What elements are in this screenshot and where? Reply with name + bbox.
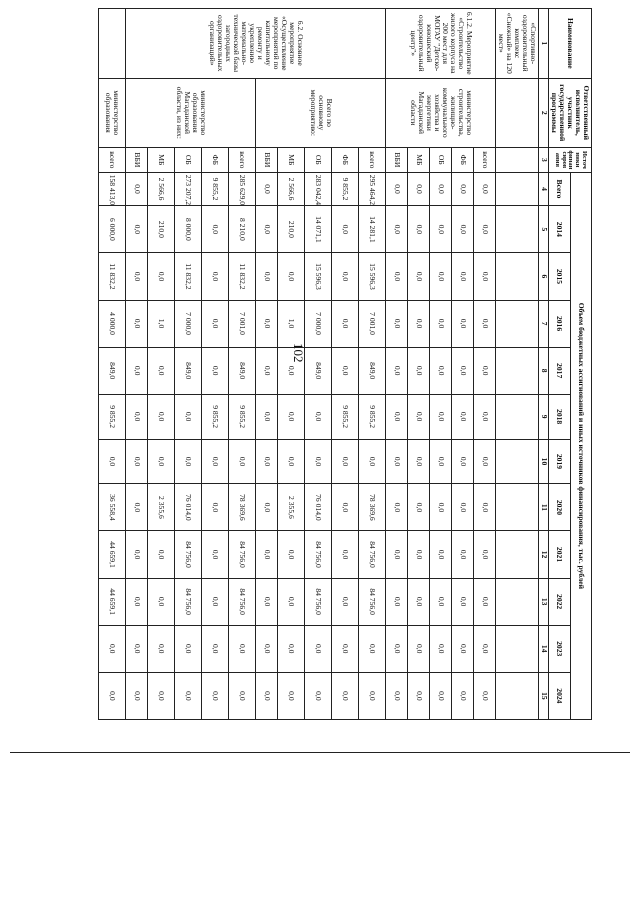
year-value-cell: 0,0 [148, 578, 175, 625]
year-value-cell: 0,0 [202, 672, 229, 719]
year-value-cell: 0,0 [430, 347, 452, 394]
total-cell: 0,0 [386, 172, 408, 206]
year-value-cell: 84 756,0 [175, 578, 202, 625]
total-cell: 295 464,2 [359, 172, 386, 206]
year-value-cell [496, 394, 539, 439]
total-cell: 0,0 [256, 172, 278, 206]
year-value-cell: 0,0 [408, 347, 430, 394]
column-number: 12 [539, 531, 549, 578]
year-value-cell: 9 855,2 [202, 394, 229, 439]
year-value-cell: 0,0 [148, 439, 175, 484]
year-value-cell: 0,0 [278, 253, 305, 300]
table-row [496, 9, 539, 720]
year-value-cell: 0,0 [126, 206, 148, 253]
year-value-cell: 0,0 [256, 625, 278, 672]
source-cell: ОБ [305, 148, 332, 173]
source-cell: ФБ [332, 148, 359, 173]
year-value-cell: 0,0 [332, 347, 359, 394]
year-value-cell: 0,0 [148, 347, 175, 394]
year-value-cell: 0,0 [175, 439, 202, 484]
financing-table-container [88, 8, 592, 720]
year-value-cell: 0,0 [202, 625, 229, 672]
year-value-cell: 9 855,2 [359, 394, 386, 439]
year-value-cell: 0,0 [359, 672, 386, 719]
year-value-cell: 0,0 [202, 531, 229, 578]
year-value-cell: 0,0 [305, 625, 332, 672]
year-value-cell: 76 014,0 [305, 484, 332, 531]
year-value-cell: 84 756,0 [175, 531, 202, 578]
year-value-cell: 0,0 [256, 253, 278, 300]
year-value-cell: 14 281,1 [359, 206, 386, 253]
year-value-cell: 0,0 [474, 347, 496, 394]
year-value-cell: 0,0 [126, 439, 148, 484]
header-year: 2023 [549, 625, 570, 672]
column-number: 13 [539, 578, 549, 625]
year-value-cell: 9 855,2 [229, 394, 256, 439]
year-value-cell: 36 558,4 [99, 484, 126, 531]
year-value-cell: 0,0 [229, 439, 256, 484]
year-value-cell: 0,0 [408, 394, 430, 439]
year-value-cell: 0,0 [386, 253, 408, 300]
year-value-cell: 0,0 [452, 253, 474, 300]
year-value-cell: 15 596,3 [305, 253, 332, 300]
column-number: 8 [539, 347, 549, 394]
year-value-cell: 0,0 [452, 578, 474, 625]
table-row [229, 9, 256, 720]
year-value-cell: 0,0 [452, 484, 474, 531]
source-cell: ОБ [175, 148, 202, 173]
year-value-cell: 0,0 [386, 625, 408, 672]
year-value-cell: 0,0 [256, 484, 278, 531]
year-value-cell: 7 000,0 [175, 300, 202, 347]
header-year: 2020 [549, 484, 570, 531]
total-cell: 0,0 [474, 172, 496, 206]
year-value-cell: 0,0 [474, 672, 496, 719]
year-value-cell: 0,0 [452, 300, 474, 347]
year-value-cell: 0,0 [452, 625, 474, 672]
year-value-cell: 0,0 [99, 672, 126, 719]
column-number-row [539, 9, 549, 720]
year-value-cell: 0,0 [386, 672, 408, 719]
table-row [359, 9, 386, 720]
executor-cell: Всего по основному мероприятию: [256, 78, 386, 148]
year-value-cell: 0,0 [452, 206, 474, 253]
year-value-cell: 0,0 [474, 625, 496, 672]
year-value-cell: 0,0 [332, 439, 359, 484]
total-cell: 158 413,0 [99, 172, 126, 206]
year-value-cell: 0,0 [202, 578, 229, 625]
year-value-cell: 0,0 [202, 439, 229, 484]
year-value-cell: 0,0 [148, 625, 175, 672]
column-number: 11 [539, 484, 549, 531]
year-value-cell: 0,0 [359, 625, 386, 672]
total-cell: 0,0 [408, 172, 430, 206]
year-value-cell: 9 855,2 [332, 394, 359, 439]
year-value-cell: 0,0 [332, 484, 359, 531]
year-value-cell: 7 000,0 [305, 300, 332, 347]
header-financing-group: Объем бюджетных ассигнований и иных источников финансирования, тыс. рублей [570, 172, 591, 719]
year-value-cell: 0,0 [474, 578, 496, 625]
year-value-cell: 0,0 [126, 672, 148, 719]
year-value-cell: 0,0 [126, 253, 148, 300]
year-value-cell: 0,0 [430, 578, 452, 625]
year-value-cell: 0,0 [148, 394, 175, 439]
item-name-cell [99, 9, 126, 79]
year-value-cell: 0,0 [430, 394, 452, 439]
source-cell: МБ [148, 148, 175, 173]
year-value-cell: 0,0 [229, 672, 256, 719]
year-value-cell: 0,0 [256, 578, 278, 625]
header-year: 2018 [549, 394, 570, 439]
year-value-cell: 0,0 [305, 672, 332, 719]
year-value-cell: 0,0 [408, 253, 430, 300]
year-value-cell: 1,0 [148, 300, 175, 347]
header-year: 2014 [549, 206, 570, 253]
year-value-cell [496, 439, 539, 484]
year-value-cell: 0,0 [452, 394, 474, 439]
total-cell: 273 207,2 [175, 172, 202, 206]
year-value-cell: 78 369,6 [359, 484, 386, 531]
year-value-cell: 11 832,2 [175, 253, 202, 300]
year-value-cell [496, 531, 539, 578]
year-value-cell: 0,0 [386, 347, 408, 394]
year-value-cell: 0,0 [386, 531, 408, 578]
table-body [99, 9, 539, 720]
year-value-cell: 0,0 [386, 439, 408, 484]
year-value-cell: 15 596,3 [359, 253, 386, 300]
source-cell: всего [359, 148, 386, 173]
source-cell: всего [99, 148, 126, 173]
year-value-cell: 0,0 [474, 206, 496, 253]
year-value-cell: 44 659,1 [99, 531, 126, 578]
year-value-cell: 0,0 [430, 531, 452, 578]
year-value-cell: 0,0 [452, 347, 474, 394]
year-value-cell: 0,0 [408, 206, 430, 253]
year-value-cell: 0,0 [305, 439, 332, 484]
total-cell: 0,0 [452, 172, 474, 206]
year-value-cell: 0,0 [386, 300, 408, 347]
year-value-cell: 0,0 [408, 578, 430, 625]
header-year: 2022 [549, 578, 570, 625]
year-value-cell [496, 253, 539, 300]
item-name-cell: 6.2. Основное мероприятие «Осуществление мероприятий по капитальному ремонту и укреплению материально-технической базы загородных оздоровительных организаций» [126, 9, 386, 79]
year-value-cell: 0,0 [126, 484, 148, 531]
source-cell: ОБ [430, 148, 452, 173]
year-value-cell: 0,0 [430, 253, 452, 300]
year-value-cell: 210,0 [148, 206, 175, 253]
year-value-cell: 0,0 [332, 206, 359, 253]
source-cell: ФБ [202, 148, 229, 173]
year-value-cell: 11 832,2 [229, 253, 256, 300]
year-value-cell: 0,0 [430, 206, 452, 253]
year-value-cell: 8 000,0 [175, 206, 202, 253]
column-number: 14 [539, 625, 549, 672]
column-number: 10 [539, 439, 549, 484]
source-cell [496, 148, 539, 173]
item-name-cell: «Спортивно-оздоровительный комплекс «Снежный» на 120 мест» [496, 9, 539, 79]
year-value-cell: 0,0 [126, 394, 148, 439]
year-value-cell: 0,0 [202, 347, 229, 394]
header-year: 2024 [549, 672, 570, 719]
year-value-cell: 0,0 [126, 531, 148, 578]
source-cell: ФБ [452, 148, 474, 173]
year-value-cell: 0,0 [386, 578, 408, 625]
year-value-cell: 0,0 [202, 206, 229, 253]
header-year: 2021 [549, 531, 570, 578]
page-divider-line [10, 752, 630, 753]
year-value-cell: 0,0 [452, 672, 474, 719]
year-value-cell: 0,0 [474, 394, 496, 439]
year-value-cell [496, 625, 539, 672]
source-cell: ВБИ [256, 148, 278, 173]
year-value-cell: 1,0 [278, 300, 305, 347]
year-value-cell: 849,0 [175, 347, 202, 394]
header-source: Источники финансирования [549, 148, 592, 173]
column-number: 6 [539, 253, 549, 300]
item-name-cell: 6.1.2. Мероприятие «Строительство жилого корпуса на 200 мест для МОГАУ "Детско-юношеский оздоровительный центр"» [386, 9, 496, 79]
year-value-cell: 0,0 [202, 484, 229, 531]
header-year: 2016 [549, 300, 570, 347]
year-value-cell: 7 001,0 [229, 300, 256, 347]
year-value-cell: 0,0 [256, 672, 278, 719]
year-value-cell: 0,0 [202, 300, 229, 347]
header-total: Всего [549, 172, 570, 206]
year-value-cell: 0,0 [256, 394, 278, 439]
year-value-cell [496, 484, 539, 531]
year-value-cell: 0,0 [256, 206, 278, 253]
column-number: 15 [539, 672, 549, 719]
year-value-cell: 0,0 [452, 531, 474, 578]
year-value-cell: 84 756,0 [229, 531, 256, 578]
year-value-cell: 0,0 [430, 300, 452, 347]
year-value-cell: 84 756,0 [359, 531, 386, 578]
year-value-cell: 0,0 [430, 439, 452, 484]
year-value-cell: 0,0 [430, 672, 452, 719]
year-value-cell: 2 355,6 [148, 484, 175, 531]
year-value-cell: 0,0 [332, 625, 359, 672]
year-value-cell: 849,0 [229, 347, 256, 394]
total-cell: 283 042,4 [305, 172, 332, 206]
header-year: 2017 [549, 347, 570, 394]
total-cell: 9 855,2 [202, 172, 229, 206]
year-value-cell: 6 000,0 [99, 206, 126, 253]
year-value-cell: 849,0 [305, 347, 332, 394]
source-cell: МБ [408, 148, 430, 173]
year-value-cell: 0,0 [359, 439, 386, 484]
year-value-cell: 849,0 [359, 347, 386, 394]
header-year: 2015 [549, 253, 570, 300]
table-row [474, 9, 496, 720]
year-value-cell: 0,0 [305, 394, 332, 439]
total-cell: 0,0 [126, 172, 148, 206]
year-value-cell: 0,0 [430, 625, 452, 672]
year-value-cell: 0,0 [126, 300, 148, 347]
year-value-cell: 0,0 [408, 625, 430, 672]
total-cell: 2 566,6 [148, 172, 175, 206]
year-value-cell: 0,0 [452, 439, 474, 484]
year-value-cell: 0,0 [332, 253, 359, 300]
year-value-cell: 0,0 [474, 439, 496, 484]
year-value-cell: 0,0 [278, 439, 305, 484]
year-value-cell: 0,0 [148, 253, 175, 300]
year-value-cell: 0,0 [256, 347, 278, 394]
total-cell: 9 855,2 [332, 172, 359, 206]
year-value-cell: 0,0 [256, 439, 278, 484]
year-value-cell: 84 756,0 [305, 531, 332, 578]
year-value-cell: 0,0 [474, 253, 496, 300]
page-number: 102 [291, 343, 306, 363]
column-number: 1 [539, 9, 549, 79]
source-cell: ВБИ [126, 148, 148, 173]
year-value-cell: 0,0 [202, 253, 229, 300]
year-value-cell: 0,0 [278, 394, 305, 439]
source-cell: МБ [278, 148, 305, 173]
year-value-cell: 76 014,0 [175, 484, 202, 531]
header-year: 2019 [549, 439, 570, 484]
year-value-cell: 0,0 [430, 484, 452, 531]
year-value-cell: 0,0 [126, 625, 148, 672]
executor-cell: министерство строительства, жилищно-коммунального хозяйства и энергетики Магаданской области [386, 78, 496, 148]
year-value-cell: 0,0 [148, 531, 175, 578]
year-value-cell: 84 756,0 [229, 578, 256, 625]
year-value-cell: 849,0 [99, 347, 126, 394]
year-value-cell [496, 347, 539, 394]
year-value-cell: 0,0 [278, 347, 305, 394]
year-value-cell: 2 355,6 [278, 484, 305, 531]
year-value-cell: 210,0 [278, 206, 305, 253]
year-value-cell: 14 071,1 [305, 206, 332, 253]
year-value-cell: 0,0 [278, 672, 305, 719]
year-value-cell: 0,0 [175, 672, 202, 719]
total-cell: 0,0 [430, 172, 452, 206]
year-value-cell: 84 756,0 [305, 578, 332, 625]
year-value-cell: 78 369,6 [229, 484, 256, 531]
year-value-cell: 0,0 [332, 300, 359, 347]
year-value-cell: 0,0 [474, 531, 496, 578]
year-value-cell: 0,0 [332, 672, 359, 719]
column-number: 4 [539, 172, 549, 206]
year-value-cell: 0,0 [386, 394, 408, 439]
year-value-cell [496, 578, 539, 625]
year-value-cell: 0,0 [278, 578, 305, 625]
year-value-cell: 0,0 [408, 484, 430, 531]
executor-cell: министерство образования [99, 78, 126, 148]
column-number: 9 [539, 394, 549, 439]
year-value-cell: 0,0 [332, 531, 359, 578]
executor-cell [496, 78, 539, 148]
year-value-cell: 0,0 [126, 347, 148, 394]
executor-cell: министерство образования Магаданской области, из них: [126, 78, 256, 148]
year-value-cell: 0,0 [148, 672, 175, 719]
year-value-cell: 0,0 [474, 484, 496, 531]
year-value-cell: 0,0 [408, 439, 430, 484]
year-value-cell: 11 832,2 [99, 253, 126, 300]
column-number: 7 [539, 300, 549, 347]
table-row [99, 9, 126, 720]
column-number: 5 [539, 206, 549, 253]
year-value-cell: 0,0 [408, 531, 430, 578]
source-cell: всего [229, 148, 256, 173]
year-value-cell: 9 855,2 [99, 394, 126, 439]
year-value-cell: 0,0 [175, 625, 202, 672]
year-value-cell: 7 001,0 [359, 300, 386, 347]
source-cell: ВБИ [386, 148, 408, 173]
year-value-cell: 44 659,1 [99, 578, 126, 625]
year-value-cell [496, 672, 539, 719]
total-cell: 285 629,0 [229, 172, 256, 206]
year-value-cell: 0,0 [408, 300, 430, 347]
year-value-cell [496, 206, 539, 253]
column-number: 2 [539, 78, 549, 148]
year-value-cell: 8 210,0 [229, 206, 256, 253]
year-value-cell: 4 000,0 [99, 300, 126, 347]
year-value-cell: 0,0 [256, 531, 278, 578]
year-value-cell: 84 756,0 [359, 578, 386, 625]
year-value-cell: 0,0 [256, 300, 278, 347]
year-value-cell: 0,0 [332, 578, 359, 625]
total-cell: 2 566,6 [278, 172, 305, 206]
year-value-cell: 0,0 [408, 672, 430, 719]
year-value-cell: 0,0 [175, 394, 202, 439]
header-name: Наименование [549, 9, 592, 79]
source-cell: всего [474, 148, 496, 173]
total-cell [496, 172, 539, 206]
header-executor: Ответственный исполнитель, участник государственной программы [549, 78, 592, 148]
year-value-cell: 0,0 [99, 439, 126, 484]
year-value-cell: 0,0 [278, 625, 305, 672]
year-value-cell: 0,0 [126, 578, 148, 625]
year-value-cell: 0,0 [229, 625, 256, 672]
year-value-cell: 0,0 [278, 531, 305, 578]
year-value-cell: 0,0 [386, 206, 408, 253]
year-value-cell: 0,0 [99, 625, 126, 672]
year-value-cell: 0,0 [386, 484, 408, 531]
financing-table [98, 8, 592, 720]
year-value-cell: 0,0 [474, 300, 496, 347]
column-number: 3 [539, 148, 549, 173]
year-value-cell [496, 300, 539, 347]
